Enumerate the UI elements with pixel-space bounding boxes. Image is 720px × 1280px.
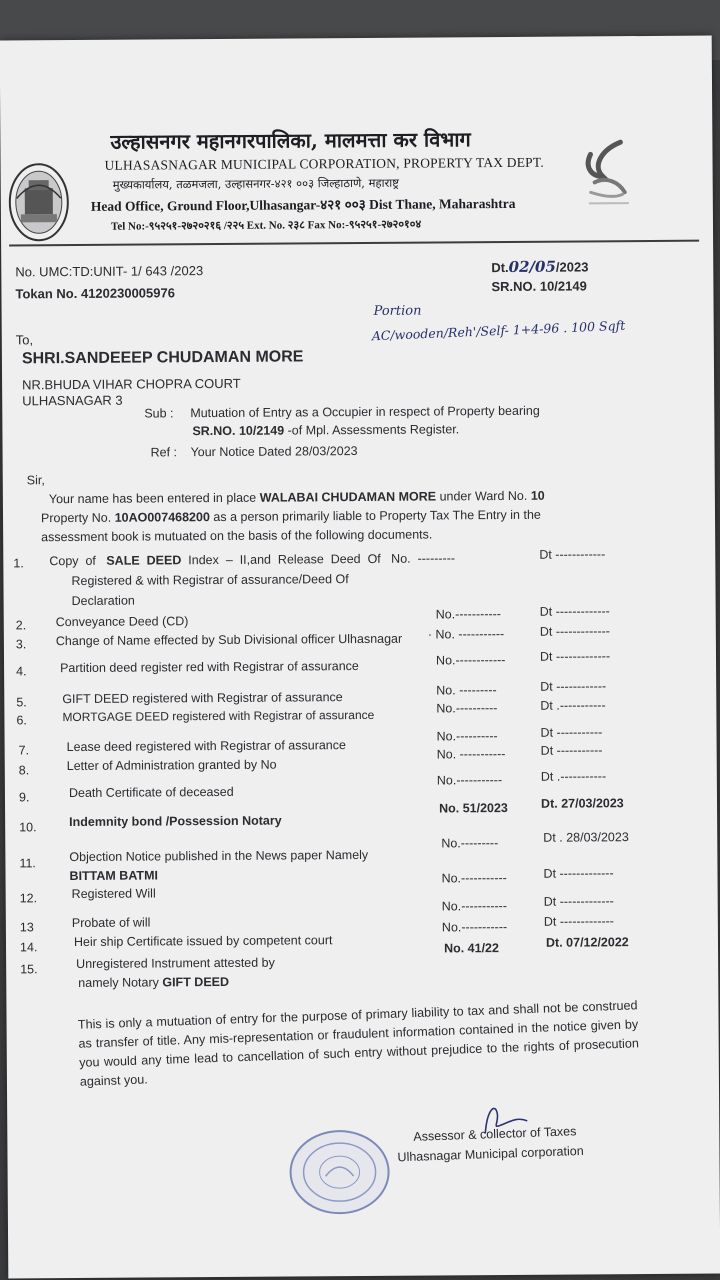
doc-number: 3. [15,637,27,652]
doc-date: Dt ------------- [539,624,610,639]
doc-text: Probate of will [71,915,151,931]
doc-text: Conveyance Deed (CD) [55,614,189,630]
intro-line2: Property No. 10AO007468200 as a person primarily liable to Property Tax The Entry in the [40,507,541,526]
doc-no: No.--------- [441,836,499,851]
official-seal-icon [289,1130,390,1215]
doc-date: Dt. 07/12/2022 [545,935,629,950]
doc-no: No. 51/2023 [439,800,508,816]
doc-no: No.---------- [436,701,498,716]
header-title-english: ULHASASNAGAR MUNICIPAL CORPORATION, PROPERTY TAX DEPT. [104,154,544,173]
doc-number: 5. [16,695,27,710]
doc-number: 10. [19,820,37,835]
doc-date: Dt ------------- [539,604,610,619]
reference-number: No. UMC:TD:UNIT- 1/ 643 /2023 [15,263,204,280]
header-divider [9,240,699,247]
doc-no: · No. ----------- [427,626,505,642]
notice-document [0,36,720,1279]
doc-date: Dt ------------- [543,914,614,929]
doc-text-line2: Registered & with Registrar of assurance/Deed Of [71,572,349,589]
doc-text-line2: namely Notary GIFT DEED [78,974,230,990]
doc-text: Copy of SALE DEED Index – II,and Release Deed Of No. --------- [49,551,456,569]
doc-number: 14. [19,940,38,955]
header-contact-line: Tel No:-९५२५१-२७२०२१६ /२२५ Ext. No. २३८ Fax No:-९५२५१-२७२०१०४ [110,218,422,233]
doc-no: No.----------- [435,607,502,622]
doc-text-line3: Declaration [71,593,135,609]
doc-text: Lease deed registered with Registrar of assurance [66,738,346,755]
subject-label: Sub : [144,406,174,421]
doc-no: No. ----------- [436,746,506,762]
handwritten-note-line2: AC/wooden/Reh'/Self- 1+4-96 . 100 Sqft [371,317,626,344]
disclaimer-paragraph: This is only a mutuation of entry for the purpose of primary liability to tax and shall not be construed as transfer of title. Any mis-representation or fraudulent information contained in the notice given by you would any time lead to cancellation of such entry without prejudice to the rights of prosecution against you. [77,998,640,1089]
doc-number: 13 [19,920,34,935]
date-line: Dt.02/05/2023 [491,257,589,276]
to-label: To, [15,332,34,348]
subject-line2: SR.NO. 10/2149 -of Mpl. Assessments Register. [192,422,460,439]
doc-number: 2. [15,618,27,633]
doc-number: 12. [19,891,38,906]
doc-number: 7. [18,743,30,758]
doc-text: Heir ship Certificate issued by competent court [73,933,333,950]
subject-line1: Mutuation of Entry as a Occupier in respect of Property bearing [190,403,540,421]
ref-text: Your Notice Dated 28/03/2023 [190,444,358,460]
intro-line3: assessment book is mutuated on the basis of the following documents. [41,527,433,545]
doc-no: No. --------- [436,683,497,698]
doc-date: Dt .----------- [540,769,607,784]
doc-text: Change of Name effected by Sub Divisional officer Ulhasnagar [55,631,403,649]
doc-text: Unregistered Instrument attested by [76,955,275,971]
ref-label: Ref : [150,445,178,460]
doc-text: MORTGAGE DEED registered with Registrar of assurance [62,707,375,725]
doc-number: 15. [20,962,38,977]
doc-text: Objection Notice published in the News paper Namely [69,847,369,865]
doc-date: Dt ------------ [540,679,607,694]
header-address-english: Head Office, Ground Floor,Ulhasangar-४२१ ००३ Dist Thane, Maharashtra [90,195,516,214]
doc-date: Dt .----------- [540,698,606,713]
doc-text: Partition deed register red with Registrar of assurance [60,659,359,676]
doc-text: GIFT DEED registered with Registrar of assurance [62,690,343,707]
doc-date: Dt ----------- [540,743,603,758]
doc-no: No.------------ [435,652,506,668]
header-title-marathi: उल्हासनगर महानगरपालिका, मालमत्ता कर विभाग [110,127,471,154]
doc-no: No.----------- [441,870,507,886]
doc-number: 1. [13,556,24,571]
doc-no: No. 41/22 [443,941,499,956]
recipient-address1: NR.BHUDA VIHAR CHOPRA COURT [22,375,241,393]
token-number: Tokan No. 4120230005976 [15,285,175,302]
salutation: Sir, [26,473,45,488]
sr-number: SR.NO. 10/2149 [491,278,587,295]
doc-number: 11. [19,856,36,871]
signatory-title: Assessor & collector of Taxes [413,1124,577,1144]
doc-no: No.----------- [436,773,503,788]
intro-line1: Your name has been entered in place WALABAI CHUDAMAN MORE under Ward No. 10 [48,488,545,507]
doc-date: Dt ------------- [543,866,614,881]
signatory-org: Ulhasnagar Municipal corporation [397,1143,584,1165]
doc-date: Dt ------------- [543,894,614,909]
doc-text: Indemnity bond /Possession Notary [69,813,282,830]
municipal-emblem-icon [7,158,72,249]
doc-number: 9. [18,790,30,805]
doc-date: Dt ------------- [539,649,611,664]
recipient-address2: ULHASNAGAR 3 [22,392,123,409]
doc-text: Letter of Administration granted by No [66,757,277,774]
doc-number: 6. [16,713,27,728]
tax-dept-logo-icon [580,136,637,213]
doc-no: No.---------- [436,729,498,744]
header-address-marathi: मुख्यकार्यालय, तळमजला, उल्हासनगर-४२१ ००३ जिल्हाठाणे, महाराष्ट्र [112,175,400,192]
handwritten-note-line1: Portion [373,303,422,319]
doc-date: Dt. 27/03/2023 [540,796,624,811]
doc-date: Dt . 28/03/2023 [543,830,629,845]
doc-text: Registered Will [71,886,156,902]
doc-no: No.----------- [441,898,508,914]
doc-no: No.----------- [441,919,508,935]
doc-date: Dt ----------- [540,725,603,740]
doc-date: Dt ------------ [539,547,606,562]
doc-number: 4. [16,664,27,679]
recipient-name: SHRI.SANDEEEP CHUDAMAN MORE [21,348,304,368]
doc-number: 8. [18,763,30,778]
doc-text-line2: BITTAM BATMI [69,868,158,884]
doc-text: Death Certificate of deceased [68,784,234,801]
